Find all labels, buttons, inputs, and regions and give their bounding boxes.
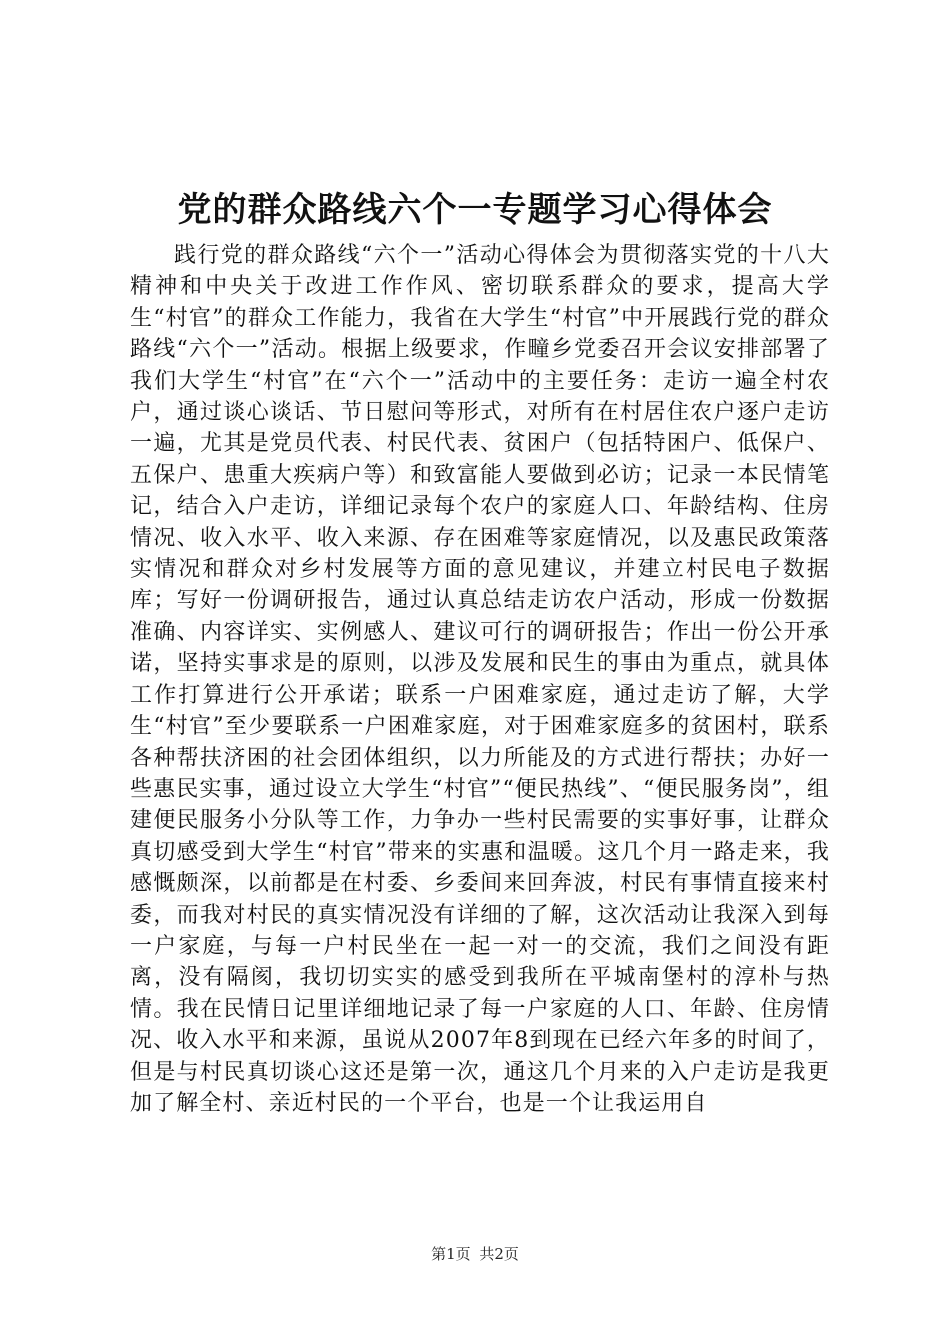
document-body-paragraph: 践行党的群众路线“六个一”活动心得体会为贯彻落实党的十八大精神和中央关于改进工作作风、密切联系群众的要求，提高大学生“村官”的群众工作能力，我省在大学生“村官”中开展践行党的群众路线“六个一”活动。根据上级要求，作疃乡党委召开会议安排部署了我们大学生“村官”在“六个一”活动中的主要任务：走访一遍全村农户，通过谈心谈话、节日慰问等形式，对所有在村居住农户逐户走访一遍，尤其是党员代表、村民代表、贫困户（包括特困户、低保户、五保户、患重大疾病户等）和致富能人要做到必访；记录一本民情笔记，结合入户走访，详细记录每个农户的家庭人口、年龄结构、住房情况、收入水平、收入来源、存在困难等家庭情况，以及惠民政策落实情况和群众对乡村发展等方面的意见建议，并建立村民电子数据库；写好一份调研报告，通过认真总结走访农户活动，形成一份数据准确、内容详实、实例感人、建议可行的调研报告；作出一份公开承诺，坚持实事求是的原则，以涉及发展和民生的事由为重点，就具体工作打算进行公开承诺；联系一户困难家庭，通过走访了解，大学生“村官”至少要联系一户困难家庭，对于困难家庭多的贫困村，联系各种帮扶济困的社会团体组织，以力所能及的方式进行帮扶；办好一些惠民实事，通过设立大学生“村官”“便民热线”、“便民服务岗”，组建便民服务小分队等工作，力争办一些村民需要的实事好事，让群众真切感受到大学生“村官”带来的实惠和温暖。这几个月一路走来，我感慨颇深，以前都是在村委、乡委间来回奔波，村民有事情直接来村委，而我对村民的真实情况没有详细的了解，这次活动让我深入到每一户家庭，与每一户村民坐在一起一对一的交流，我们之间没有距离，没有隔阂，我切切实实的感受到我所在平城南堡村的淳朴与热情。我在民情日记里详细地记录了每一户家庭的人口、年龄、住房情况、收入水平和来源，虽说从2007年8到现在已经六年多的时间了，但是与村民真切谈心这还是第一次，通这几个月来的入户走访是我更加了解全村、亲近村民的一个平台，也是一个让我运用自 [130,243,830,1116]
document-title: 党的群众路线六个一专题学习心得体会 [177,190,773,230]
page-number: 第1页 [431,1245,471,1263]
page-total: 共2页 [479,1245,519,1263]
page-footer [0,1244,950,1264]
